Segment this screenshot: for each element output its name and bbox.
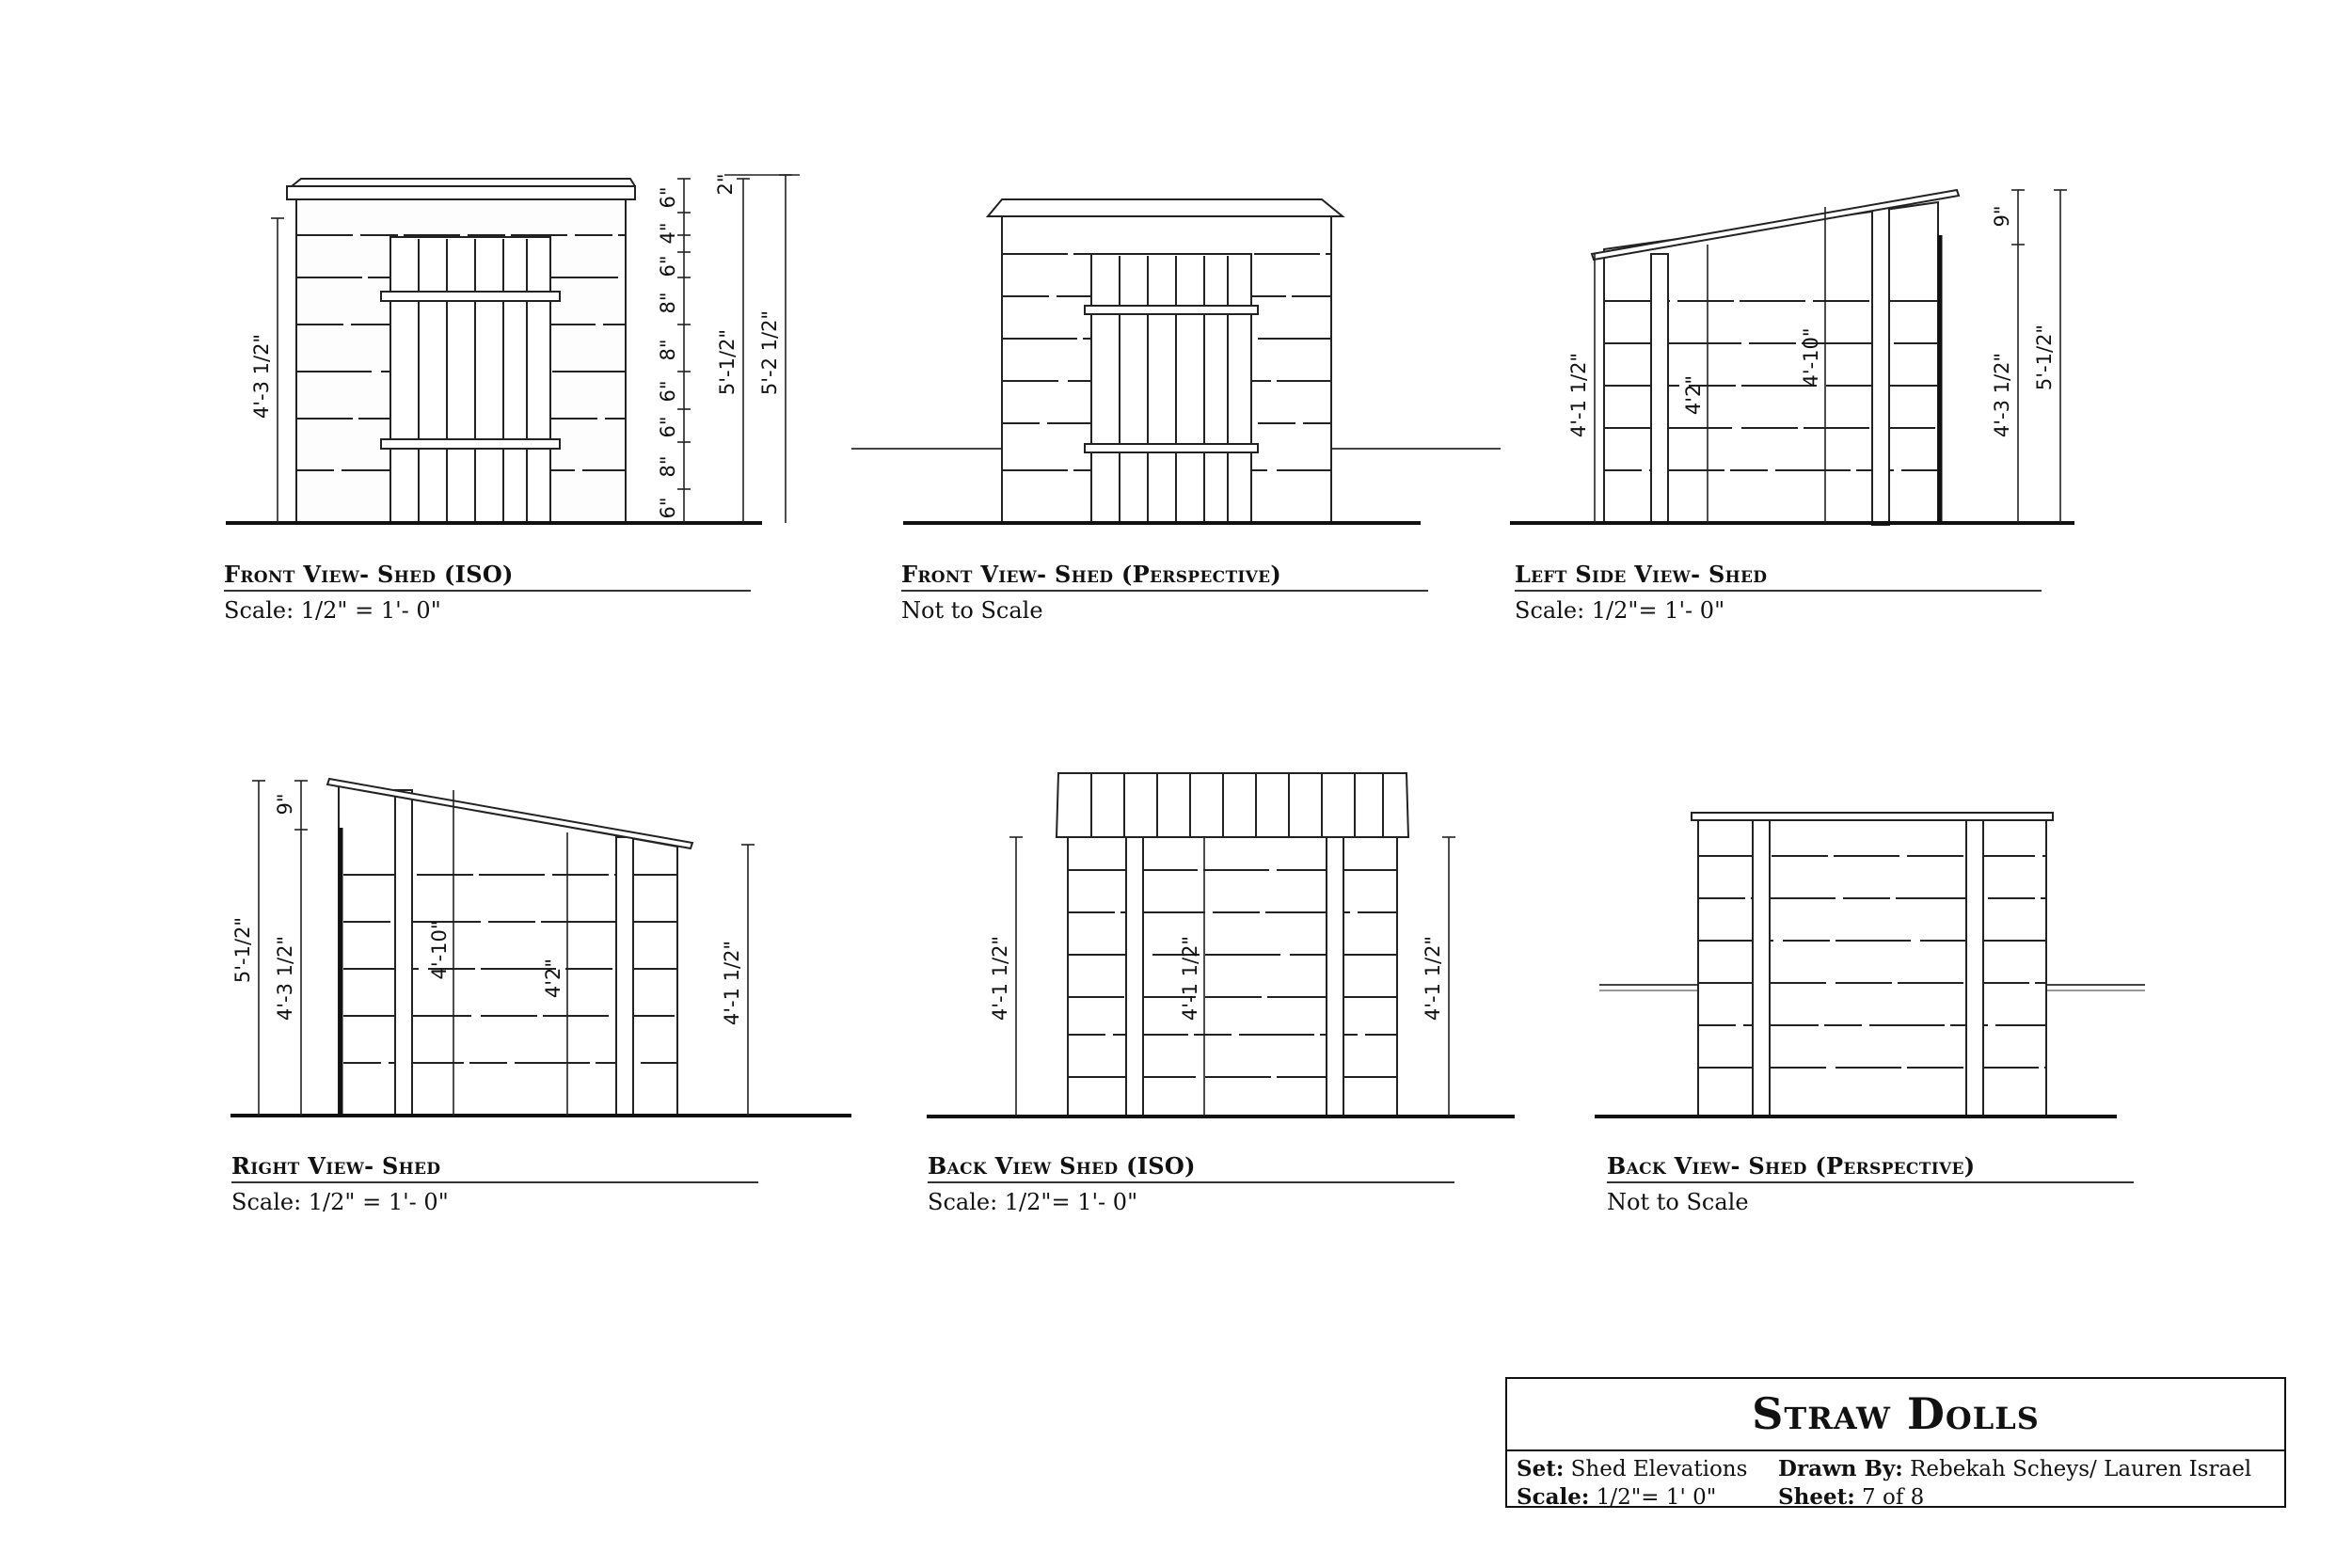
set-label: Set: — [1517, 1456, 1565, 1481]
front-view-perspective-drawing — [851, 179, 1501, 536]
dim-wall-height: 4'-1 1/2" — [721, 940, 743, 1026]
view-title: Back View- Shed (Perspective) — [1607, 1152, 2134, 1183]
post — [1126, 837, 1143, 1117]
sheet-label: Sheet: — [1778, 1484, 1855, 1510]
post — [1651, 254, 1668, 524]
post — [616, 837, 633, 1117]
view-scale: Scale: 1/2" = 1'- 0" — [231, 1189, 449, 1215]
dim-overall: 5'-1/2" — [231, 916, 254, 984]
view-scale: Scale: 1/2"= 1'- 0" — [1515, 597, 1725, 624]
dim-board-5: 8" — [657, 339, 679, 361]
shed-walls — [1068, 837, 1397, 1117]
dim-door-height: 4'-3 1/2" — [274, 935, 296, 1022]
dim-board-4: 8" — [657, 292, 679, 314]
view-scale: Not to Scale — [1607, 1189, 1749, 1215]
view-title: Front View- Shed (Perspective) — [901, 561, 1428, 592]
door-brace-bottom — [1085, 444, 1258, 452]
dim-wall-height: 4'-1 1/2" — [1567, 352, 1590, 438]
set-info — [1517, 1455, 1778, 1483]
view-title: Right View- Shed — [231, 1152, 758, 1183]
caption-left-side — [1515, 561, 2042, 624]
view-title: Front View- Shed (ISO) — [224, 561, 751, 592]
roof-boards — [1057, 773, 1408, 837]
view-scale: Scale: 1/2"= 1'- 0" — [928, 1189, 1138, 1215]
dim-overall-wall: 4'-3 1/2" — [250, 333, 273, 420]
dim-board-8: 8" — [657, 455, 679, 478]
drawn-by-info — [1778, 1455, 2275, 1483]
title-block — [1505, 1377, 2286, 1508]
set-value: Shed Elevations — [1570, 1457, 1748, 1481]
right-view-drawing — [226, 762, 866, 1129]
dim-center: 4'-1 1/2" — [1179, 935, 1201, 1022]
view-scale: Scale: 1/2" = 1'- 0" — [224, 597, 441, 624]
caption-front-perspective — [901, 561, 1428, 624]
drawn-by-value: Rebekah Scheys/ Lauren Israel — [1910, 1457, 2252, 1481]
post — [1966, 816, 1983, 1116]
drawn-by-label: Drawn By: — [1778, 1456, 1903, 1481]
roof-edge — [988, 199, 1343, 216]
shed-walls — [1698, 816, 2046, 1116]
dim-board-2: 4" — [657, 222, 679, 245]
dim-overall-front: 5'-1/2" — [716, 328, 739, 396]
scale-label: Scale: — [1517, 1484, 1590, 1510]
dim-board-1: 6" — [657, 186, 679, 209]
post — [395, 790, 412, 1117]
door-brace-bottom — [381, 439, 560, 449]
sheet-value: 7 of 8 — [1862, 1485, 1925, 1510]
sheet-info — [1778, 1483, 2275, 1512]
production-title: Straw Dolls — [1507, 1379, 2284, 1451]
dim-board-6: 6" — [657, 380, 679, 403]
door-brace-top — [1085, 306, 1258, 314]
dim-door-height: 4'-3 1/2" — [1991, 352, 2013, 438]
caption-right-view — [231, 1152, 758, 1215]
caption-front-iso — [224, 561, 751, 624]
dim-overall: 5'-1/2" — [2033, 324, 2056, 391]
roof-edge — [1692, 813, 2053, 820]
dim-post-height: 4'2" — [542, 958, 564, 999]
shed-walls — [1604, 202, 1938, 525]
roof-edge — [287, 179, 635, 199]
dim-roof: 2" — [714, 173, 737, 196]
dim-board-3: 6" — [657, 255, 679, 277]
caption-back-perspective — [1607, 1152, 2134, 1215]
dim-right: 4'-1 1/2" — [1422, 935, 1444, 1022]
view-title: Back View Shed (ISO) — [928, 1152, 1454, 1183]
scale-value: 1/2"= 1' 0" — [1596, 1485, 1717, 1510]
front-view-iso-drawing — [216, 160, 828, 536]
dim-left: 4'-1 1/2" — [989, 935, 1011, 1022]
post — [1872, 205, 1889, 525]
dim-overall-roof: 5'-2 1/2" — [758, 309, 781, 396]
dim-high-wall: 4'-10" — [1800, 327, 1822, 388]
door — [1085, 254, 1258, 524]
dim-board-7: 6" — [657, 416, 679, 438]
dim-roof-pitch: 9" — [1991, 205, 2013, 228]
dim-roof-pitch: 9" — [274, 793, 296, 816]
door — [381, 237, 560, 524]
view-scale: Not to Scale — [901, 597, 1043, 624]
dim-board-9: 6" — [657, 497, 679, 519]
view-title: Left Side View- Shed — [1515, 561, 2042, 592]
door-brace-top — [381, 292, 560, 301]
dim-high-wall: 4'-10" — [428, 920, 451, 980]
scale-info — [1517, 1483, 1778, 1512]
back-view-iso-drawing — [917, 752, 1529, 1129]
back-view-perspective-drawing — [1590, 790, 2154, 1129]
post — [1327, 837, 1343, 1117]
left-side-view-drawing — [1505, 169, 2089, 536]
caption-back-iso — [928, 1152, 1454, 1215]
dim-post-height: 4'2" — [1682, 374, 1705, 416]
post — [1753, 816, 1770, 1116]
